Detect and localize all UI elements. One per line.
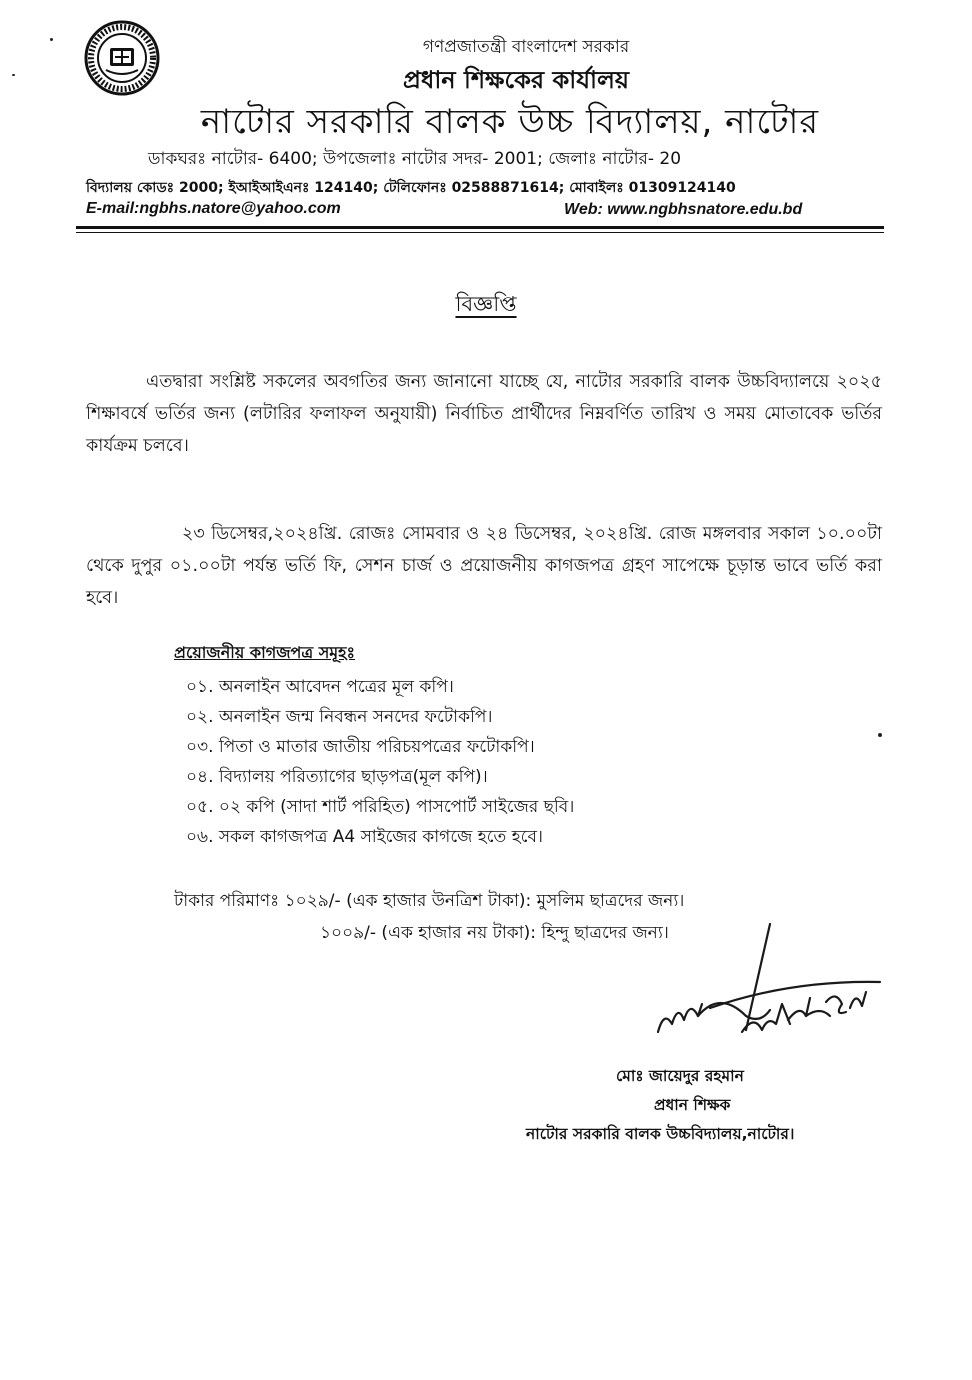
documents-heading bbox=[174, 640, 355, 667]
school-name-heading: নাটোর সরকারি বালক উচ্চ বিদ্যালয়, নাটোর bbox=[200, 102, 820, 142]
list-item: ০৬. সকল কাগজপত্র A4 সাইজের কাগজে হতে হবে। bbox=[186, 827, 543, 847]
handwritten-signature bbox=[650, 920, 890, 1050]
header-divider-thin bbox=[76, 232, 884, 233]
notice-title bbox=[0, 288, 972, 323]
list-item: ০১. অনলাইন আবেদন পত্রের মূল কপি। bbox=[186, 677, 454, 697]
documents-heading-text: প্রয়োজনীয় কাগজপত্র সমূহঃ bbox=[174, 643, 356, 662]
notice-paragraph-schedule: ২৩ ডিসেম্বর,২০২৪খ্রি. রোজঃ সোমবার ও ২৪ ডিসেম্বর, ২০২৪খ্রি. রোজ মঙ্গলবার সকাল ১০.০০টা থেকে দুপুর ০১.০০টা পর্যন্ত ভর্তি ফি, সেশন চার্জ ও প্রয়োজনীয় কাগজপত্র গ্রহণ সাপেক্ষে চূড়ান্ত ভাবে ভর্তি করা হবে। bbox=[86, 524, 882, 608]
signatory-designation: প্রধান শিক্ষক bbox=[654, 1096, 731, 1114]
scan-speck bbox=[50, 38, 53, 41]
header-divider-thick bbox=[76, 226, 884, 229]
postal-address-line: ডাকঘরঃ নাটোর- 6400; উপজেলাঃ নাটোর সদর- 2001; জেলাঃ নাটোর- 20 bbox=[148, 149, 682, 169]
fee-line-muslim: টাকার পরিমাণঃ ১০২৯/- (এক হাজার উনত্রিশ টাকা): মুসলিম ছাত্রদের জন্য। bbox=[174, 891, 685, 911]
notice-title-text: বিজ্ঞপ্তি bbox=[455, 292, 517, 316]
contact-codes-line: বিদ্যালয় কোডঃ 2000; ইআইআইএনঃ 124140; টেলিফোনঃ 02588871614; মোবাইলঃ 01309124140 bbox=[86, 180, 736, 196]
list-item: ০৫. ০২ কপি (সাদা শার্ট পরিহিত) পাসপোর্ট সাইজের ছবি। bbox=[186, 797, 575, 817]
documents-list bbox=[186, 672, 574, 852]
government-heading: গণপ্রজাতন্ত্রী বাংলাদেশ সরকার bbox=[422, 37, 630, 57]
fee-line-hindu: ১০০৯/- (এক হাজার নয় টাকা): হিন্দু ছাত্রদের জন্য। bbox=[320, 923, 669, 943]
signatory-name: মোঃ জায়েদুর রহমান bbox=[616, 1067, 744, 1085]
scan-speck bbox=[878, 733, 882, 737]
website-address: Web: www.ngbhsnatore.edu.bd bbox=[564, 201, 803, 218]
email-address: E-mail:ngbhs.natore@yahoo.com bbox=[86, 200, 341, 217]
list-item: ০২. অনলাইন জন্ম নিবন্ধন সনদের ফটোকপি। bbox=[186, 707, 493, 727]
signatory-school: নাটোর সরকারি বালক উচ্চবিদ্যালয়,নাটোর। bbox=[526, 1125, 795, 1143]
scan-speck bbox=[12, 74, 15, 76]
list-item: ০৩. পিতা ও মাতার জাতীয় পরিচয়পত্রের ফটোকপি। bbox=[186, 737, 535, 757]
office-heading: প্রধান শিক্ষকের কার্যালয় bbox=[402, 66, 630, 94]
list-item: ০৪. বিদ্যালয় পরিত্যাগের ছাড়পত্র(মূল কপি)। bbox=[186, 767, 488, 787]
notice-paragraph-intro: এতদ্বারা সংশ্লিষ্ট সকলের অবগতির জন্য জানানো যাচ্ছে যে, নাটোর সরকারি বালক উচ্চবিদ্যালয়ে ২০২৫ শিক্ষাবর্ষে ভর্তির জন্য (লটারির ফলাফল অনুযায়ী) নির্বাচিত প্রার্থীদের নিম্নবর্ণিত তারিখ ও সময় মোতাবেক ভর্তির কার্যক্রম চলবে। bbox=[86, 372, 882, 456]
